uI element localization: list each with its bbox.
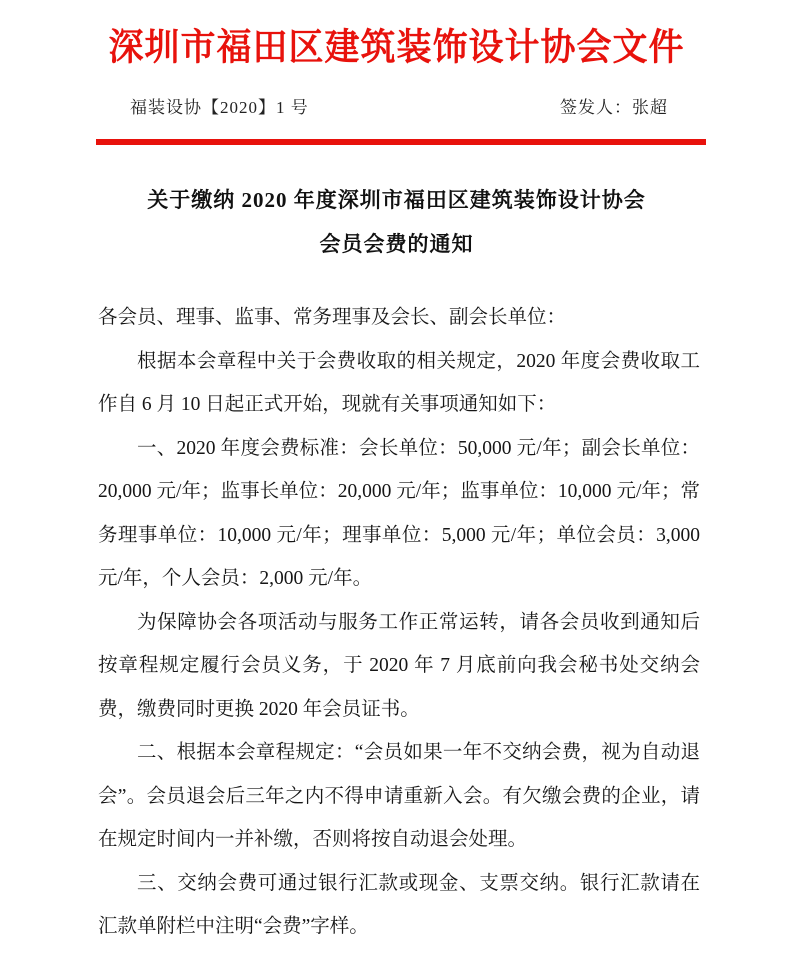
paragraph-payment-deadline: 为保障协会各项活动与服务工作正常运转，请各会员收到通知后按章程规定履行会员义务，于 2020 年 7 月底前向我会秘书处交纳会费，缴费同时更换 2020 年会员证书。 <box>98 611 700 720</box>
doc-meta-row <box>96 93 706 118</box>
doc-number: 福装设协【2020】1 号 <box>130 98 309 117</box>
issuer-name: 签发人：张超 <box>560 98 668 117</box>
paragraph-item-3-payment-methods: 三、交纳会费可通过银行汇款或现金、支票交纳。银行汇款请在汇款单附栏中注明“会费”字样。 <box>98 872 700 937</box>
paragraph-item-2-withdrawal-rule: 二、根据本会章程规定：“会员如果一年不交纳会费，视为自动退会”。会员退会后三年之内不得申请重新入会。有欠缴会费的企业，请在规定时间内一并补缴，否则将按自动退会处理。 <box>98 742 700 850</box>
salutation-line: 各会员、理事、监事、常务理事及会长、副会长单位： <box>98 307 567 328</box>
doc-title-line-2: 会员会费的通知 <box>319 232 474 256</box>
letterhead-org-title: 深圳市福田区建筑装饰设计协会文件 <box>108 27 685 68</box>
paragraph-intro: 根据本会章程中关于会费收取的相关规定，2020 年度会费收取工作自 6 月 10 日起正式开始，现就有关事项通知如下： <box>98 350 700 415</box>
doc-body <box>98 296 700 949</box>
doc-title-line-1: 关于缴纳 2020 年度深圳市福田区建筑装饰设计协会 <box>147 188 646 212</box>
red-divider-rule <box>96 139 706 145</box>
paragraph-item-1-fee-standards: 一、2020 年度会费标准：会长单位：50,000 元/年；副会长单位：20,000 元/年；监事长单位：20,000 元/年；监事单位：10,000 元/年；常务理事单位：10,000 元/年；理事单位：5,000 元/年；单位会员：3,000 元/年，个人会员：2,000 元/年。 <box>98 437 700 589</box>
doc-title <box>0 178 793 266</box>
